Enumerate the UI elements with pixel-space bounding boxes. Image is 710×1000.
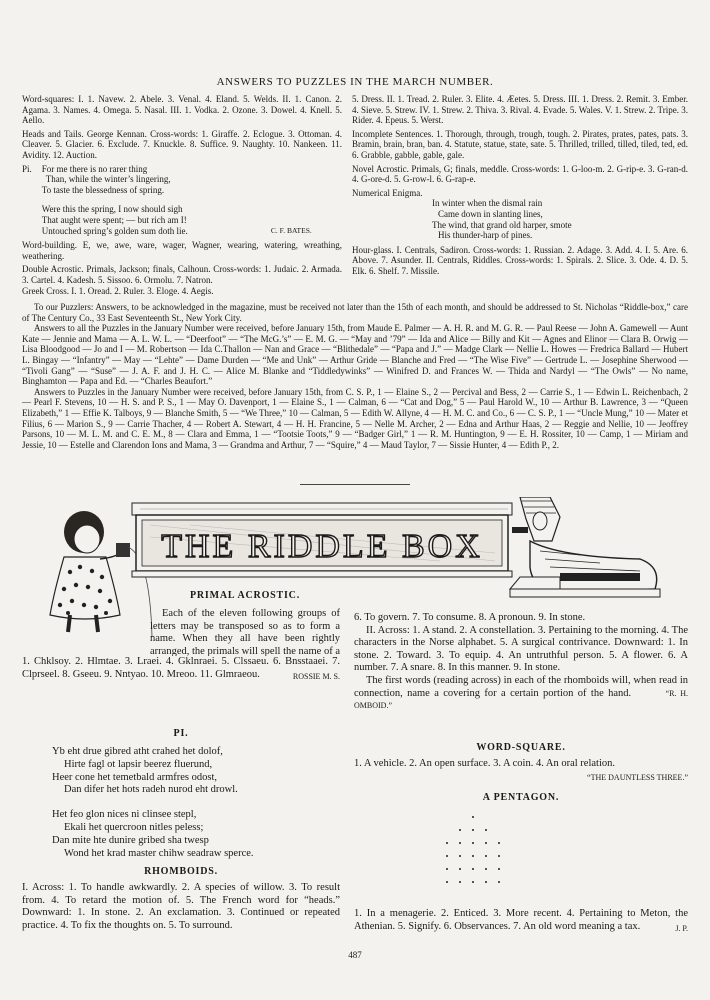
answer-incomplete-sentences: Incomplete Sentences. 1. Thorough, through, trough, tough. 2. Pirates, prates, pates, pats. 3. Bramin, brain, bran, ban. 4. Statute, statue, state, sate. 5. Thrilled, trilled, tilled, tiled, ted, ed. 6. Grabble, gabble, gable, gale. bbox=[352, 128, 688, 160]
pi-line: Dan mite hte dunire gribed sha twesp bbox=[52, 834, 209, 846]
page-number: 487 bbox=[348, 950, 362, 960]
poem-line: Than, while the winter’s lingering, bbox=[45, 174, 171, 185]
answer-word-squares: Word-squares: I. 1. Navew. 2. Abele. 3. Venal. 4. Eland. 5. Welds. II. 1. Canon. 2. Agama. 3. Names. 4. Omega. 5. Nasal. III. 1. Vodka. 2. Ozone. 3. Dowel. 4. Knell. 5. Aello. bbox=[22, 94, 342, 126]
answer-word-building: Word-building. E, we, awe, ware, wager, Wagner, wearing, watering, wreathing, weathering. bbox=[22, 240, 342, 261]
answer-heads-tails: Heads and Tails. George Kennan. Cross-words: 1. Giraffe. 2. Eclogue. 3. Ottoman. 4. Cleaver. 5. Glacier. 6. Exclude. 7. Knuckle. 8. Suffice. 9. Naughty. 10. Nankeen. 11. Avidity. 12. Auction. bbox=[22, 128, 342, 160]
pentagon-title: A PENTAGON. bbox=[482, 792, 560, 803]
answer-greek-cross-cont: 5. Dress. II. 1. Tread. 2. Ruler. 3. Elite. 4. Æetes. 5. Dress. III. 1. Dress. 2. Remit. 3. Ember. 4. Sieve. 5. Strew. IV. 1. Strew. 2. Thiva. 3. Rival. 4. Evade. 5. Wales. V. 1. Strew. 2. Tripe. 3. Rider. 4. Epeus. 5. Werst. bbox=[352, 94, 688, 126]
pentagon-text: 1. In a menagerie. 2. Enticed. 3. More recent. 4. Pertaining to Meton, the Athenian. 5. Signify. 6. Observances. 7. An old word meaning a tax. bbox=[354, 908, 688, 932]
answer-hourglass: Hour-glass. I. Centrals, Sadiron. Cross-words: 1. Russian. 2. Adage. 3. Add. 4. I. 5. Are. 6. Above. 7. Asunder. II. Centrals, Riddles. Cross-words: 1. Spirals. 2. Slice. 3. Ode. 4. D. 5. Elk. 6. Shelf. 7. Missile. bbox=[352, 244, 688, 276]
primal-items: 1. Chklsoy. 2. Hlmtae. 3. Lraei. 4. Gklnraei. 5. Clssaeu. 6. Bnsstaaei. 7. Clprseel. 8. Gseeu. 9. Nntyao. 10. Mreoo. 11. Glmraeou. bbox=[22, 656, 340, 680]
pi-line: Het feo glon nices ni clinsee stepl, bbox=[52, 809, 197, 821]
pi-line: Hirte fagl ot lapsir beerez fluerund, bbox=[64, 758, 213, 770]
answer-pi-poem bbox=[42, 164, 312, 237]
primal-acrostic-continued bbox=[22, 656, 340, 683]
pi-line: Yb eht drue gibred atht crahed het dolof, bbox=[52, 746, 223, 757]
poem-line: His thunder-harp of pines. bbox=[438, 230, 533, 241]
pi-title: PI. bbox=[173, 728, 189, 739]
pi-line: Heer cone het temetbald armfres odost, bbox=[52, 771, 218, 783]
poem-line: In winter when the dismal rain bbox=[432, 198, 543, 209]
rhomboids-body: I. Across: 1. To handle awkwardly. 2. A species of willow. 3. To result from. 4. To retard the motion of. 5. The French word for “heads.” Downward: 1. In stone. 2. An exclamation. 3. Continued or repeated practice. 4. To fix the thoughts on. 5. To surround. bbox=[22, 882, 340, 931]
pentagon-body bbox=[354, 908, 688, 935]
rhomboids-closing-text: The first words (reading across) in each of the rhomboids will, when read in connection, name a covering for a certain portion of the hand. bbox=[354, 674, 688, 699]
poem-author: C. F. BATES. bbox=[270, 225, 312, 235]
rhomboids-author: “R. H. OMBOID.” bbox=[354, 688, 689, 711]
poem-line: To taste the blessedness of spring. bbox=[41, 184, 165, 195]
rhomboids-title: RHOMBOIDS. bbox=[144, 866, 218, 877]
poem-line: The wind, that grand old harper, smote bbox=[432, 219, 572, 230]
answers-right-column bbox=[352, 94, 688, 277]
section-divider bbox=[300, 484, 410, 485]
poem-line: For me there is no rarer thing bbox=[41, 163, 148, 174]
pi-line: Ekali het quercroon nitles peless; bbox=[64, 821, 204, 833]
pi-line: Dan difer het hots radeh nurod eht drowl. bbox=[64, 784, 238, 796]
answer-numerical-label: Numerical Enigma. bbox=[352, 187, 423, 198]
word-square-title: WORD-SQUARE. bbox=[476, 742, 566, 753]
primal-acrostic-body: Each of the eleven following groups of letters may be transposed so as to form a name. When they all have been rightly arranged, the primals will spell the name of a bbox=[150, 608, 340, 656]
notice-answers-january: Answers to Puzzles in the January Number were received, before January 15th, from C. S. P., 1 — Elaine S., 2 — Percival and Bess, 2 — Carrie S., 1 — Edwin L. Reichenbach, 2 — Pearl F. Stevens, 10 — H. S. and P. S., 1 — May O. Davenport, 1 — Elaine S., 1 — Calman, 6 — “Cat and Dog,” 5 — Paul Harold W., 10 — Arthur B. Lawrence, 3 — “Queen Elizabeth,” 1 — Effie K. Talboys, 9 — Blanche Smith, 5 — “We Three,” 10 — Calman, 5 — Edith W. Allyne, 4 — H. M. C. and Co., 6 — C. S. P., 1 — “Uncle Mung,” 10 — Mater et Filius, 6 — Marion S., 9 — Carrie Thacher, 4 — Robert A. Stewart, 4 — H. H. Francine, 5 — Nelle M. Archer, 2 — Edna and Arthur Haas, 2 — Reggie and Nellie, 10 — Jeoffrey Parsons, 10 — M. L. M. and C. E. M., 8 — Clara and Emma, 1 — “Tootsie Toots,” 9 — “Badger Girl,” 1 — R. M. Huntington, 9 — E. H. Rossiter, 10 — Camp, 1 — Miriam and Jessie, 10 — Estelle and Clarendon Ions and Mama, 3 — Grandma and Arthur, 7 — “Squire,” 4 — Maud Taylor, 7 — Sissie Hunter, 4 — Edith P., 2. bbox=[22, 386, 688, 450]
poem-line: That aught were spent; — but rich am I! bbox=[41, 214, 187, 225]
primal-author: ROSSIE M. S. bbox=[292, 671, 340, 681]
pentagon-diagram bbox=[440, 810, 505, 888]
poem-line: Were this the spring, I now should sigh bbox=[41, 204, 183, 215]
rhomboids-cont: 6. To govern. 7. To consume. 8. A pronoun. 9. In stone. bbox=[354, 612, 586, 623]
answer-double-acrostic: Double Acrostic. Primals, Jackson; finals, Calhoun. Cross-words: 1. Judaic. 2. Armada. 3. Cartel. 4. Kadesh. 5. Sissoo. 6. Ormolu. 7. Natron. bbox=[22, 264, 342, 285]
rhomboids-part2: II. Across: 1. A stand. 2. A constellation. 3. Pertaining to the morning. 4. The characters in the Norse alphabet. 5. A surgical contrivance. Downward: 1. In stone. 2. Toward. 3. To equip. 4. An untruthful person. 5. A flower. 6. A number. 7. A snare. 8. In this manner. 9. In stone. bbox=[354, 624, 688, 674]
word-square-author: “THE DAUNTLESS THREE.” bbox=[587, 772, 688, 782]
sphinx-illustration bbox=[510, 497, 660, 597]
pi-line: Wond het krad master chihw seadraw sperce. bbox=[64, 847, 254, 859]
answer-greek-cross: Greek Cross. I. 1. Oread. 2. Ruler. 3. Eloge. 4. Aegis. bbox=[22, 285, 214, 296]
rhomboids-closing bbox=[354, 675, 688, 713]
poem-line: Came down in slanting lines, bbox=[438, 208, 543, 219]
word-square-body bbox=[354, 758, 688, 784]
answer-pi bbox=[22, 164, 342, 237]
banner-title: THE RIDDLE BOX bbox=[161, 528, 483, 565]
page-header: ANSWERS TO PUZZLES IN THE MARCH NUMBER. bbox=[216, 76, 494, 88]
notice-puzzlers: To our Puzzlers: Answers, to be acknowledged in the magazine, must be received not later than the 15th of each month, and should be addressed to St. Nicholas “Riddle-box,” care of The Century Co., 33 East Seventeenth St., New York City. bbox=[22, 302, 688, 323]
word-square-text: 1. A vehicle. 2. An open surface. 3. A coin. 4. An oral relation. bbox=[354, 758, 615, 769]
title-scroll bbox=[132, 503, 512, 577]
notice-all-puzzles: Answers to all the Puzzles in the January Number were received, before January 15th, from Maude E. Palmer — A. H. R. and M. G. R. — Paul Reese — John A. Gamewell — Aunt Kate — Jennie and Mama — A. L. W. L. — “Deerfoot” — “The McG.’s” — E. M. G. — “May and ’79” — Ida and Alice — Billy and Kit — Agnes and Elinor — Clara B. Orwig — Lisa Bloodgood — Jo and I — M. Robertson — Ida C.Thallon — Nan and Grace — “Blithedale” — “Papa and J.” — Madge Clark — Nellie L. Howes — Fredrica Ballard — Hubert L. Bingay — “Infantry” — May — “Lehte” — Dame Durden — “Me and Unk” — Arthur Gride — Blanche and Fred — “The Wise Five” — Gertrude L. — Josephine Sherwood — “Tivoli Gang” — “Suse” — J. A. F. and J. H. C. — Alice M. Blanke and “Tiddledywinks” — Winifred D. and Frances W. — Thida and Nardyl — “The Owls” — No name, Binghamton — Papa and Ed. — “Charles Beaufort.” bbox=[22, 323, 688, 387]
pentagon-author: J. P. bbox=[675, 923, 688, 933]
pi-poem bbox=[52, 746, 342, 860]
notices bbox=[22, 302, 688, 450]
answer-novel-acrostic: Novel Acrostic. Primals, G; finals, meddle. Cross-words: 1. G-loo-m. 2. G-rip-e. 3. G-ran-d. 4. G-ore-d. 5. G-row-l. 6. G-rap-e. bbox=[352, 163, 688, 185]
answer-numerical-poem bbox=[352, 198, 688, 240]
answers-left-column bbox=[22, 94, 342, 296]
answer-pi-label: Pi. bbox=[22, 163, 32, 174]
poem-line: Untouched spring’s golden sum doth lie. bbox=[41, 225, 188, 236]
rhomboids-right-column bbox=[354, 612, 688, 713]
primal-acrostic-title: PRIMAL ACROSTIC. bbox=[189, 590, 301, 601]
